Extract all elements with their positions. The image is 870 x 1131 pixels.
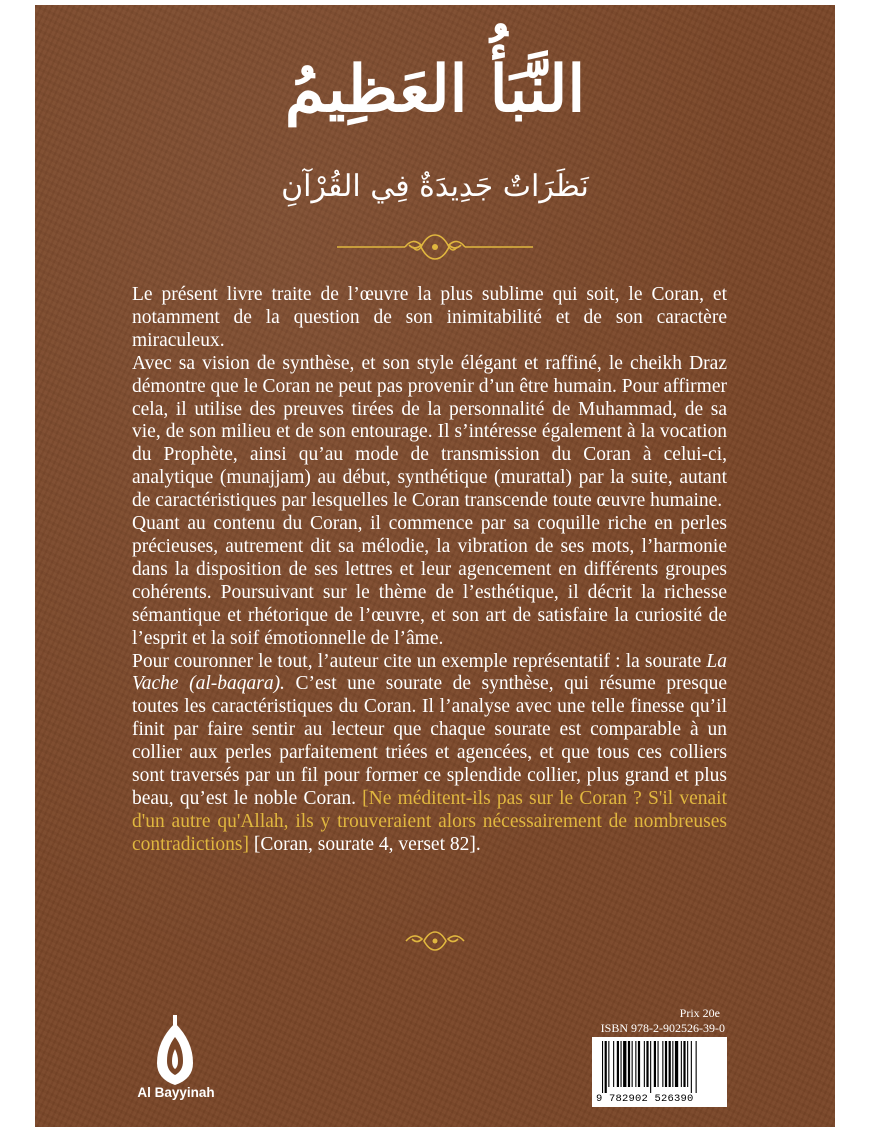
paragraph: Avec sa vision de synthèse, et son style élégant et raffiné, le cheikh Draz démontre que le Coran ne peut pas provenir d’un être humain. Pour affirmer cela, il utilise des preuves tirées de la personnalité de Muhammad, de sa vie, de son milieu et de son entourage. Il s’intéresse également à la vocation du Prophète, ainsi qu’au mode de transmission du Coran à celui-ci, analytique (munajjam) au début, synthétique (murattal) par la suite, autant de caractéristiques par lesquelles le Coran transcende toute œuvre humaine. [132, 352, 727, 512]
text-segment: Pour couronner le tout, l’auteur cite un exemple représentatif : la sourate [132, 650, 707, 672]
paragraph-last [132, 651, 727, 857]
publisher-logo-icon [130, 1015, 220, 1115]
paragraph: Quant au contenu du Coran, il commence par sa coquille riche en perles précieuses, autrement dit sa mélodie, la vibration de ses mots, l’harmonie dans la disposition de ses lettres et leur agencement en différents groupes cohérents. Poursuivant sur le thème de l’esthétique, il décrit la richesse sémantique et rhétorique de l’œuvre, et son art de satisfaire la curiosité de l’esprit et la soif émotionnelle de l’âme. [132, 513, 727, 649]
quote-citation: [Coran, sourate 4, verset 82]. [248, 833, 481, 855]
description-text [132, 284, 727, 857]
barcode-digits: 9 782902 526390 [596, 1093, 694, 1105]
surah-name: La Vache (al-baqara). [132, 650, 727, 695]
arabic-title: النَّبَأُ العَظِيمُ [284, 52, 586, 127]
back-cover [35, 5, 835, 1127]
text-segment: C’est une sourate de synthèse, qui résume presque toutes les caractéristiques du Coran. Il l’analyse avec une telle finesse qu’il finit par faire sentir au lecteur que chaque sourate est comparable à un collier aux perles parfaitement triées et agencées, et que tous ces colliers sont traversés par un fil pour former ce splendide collier, plus grand et plus beau, qu’est le noble Coran. [132, 673, 727, 809]
isbn-label: ISBN 978-2-902526-39-0 [600, 1021, 725, 1035]
arabic-subtitle: نَظَرَاتٌ جَدِيدَةٌ فِي القُرْآنِ [281, 169, 589, 204]
price-label: Prix 20e [679, 1006, 720, 1020]
paragraph: Le présent livre traite de l’œuvre la plus sublime qui soit, le Coran, et notamment de la question de son inimitabilité et de son caractère miraculeux. [132, 284, 727, 351]
barcode [592, 1037, 727, 1107]
publisher-name: Al Bayyinah [137, 1085, 215, 1100]
quran-quote: [Ne méditent-ils pas sur le Coran ? S'il venait d'un autre qu'Allah, ils y trouveraient alors nécessairement de nombreuses contradictions] [132, 787, 727, 855]
small-ornament-icon [400, 929, 470, 953]
barcode-bars-icon [596, 1041, 723, 1093]
ornament-divider-icon [335, 230, 535, 264]
